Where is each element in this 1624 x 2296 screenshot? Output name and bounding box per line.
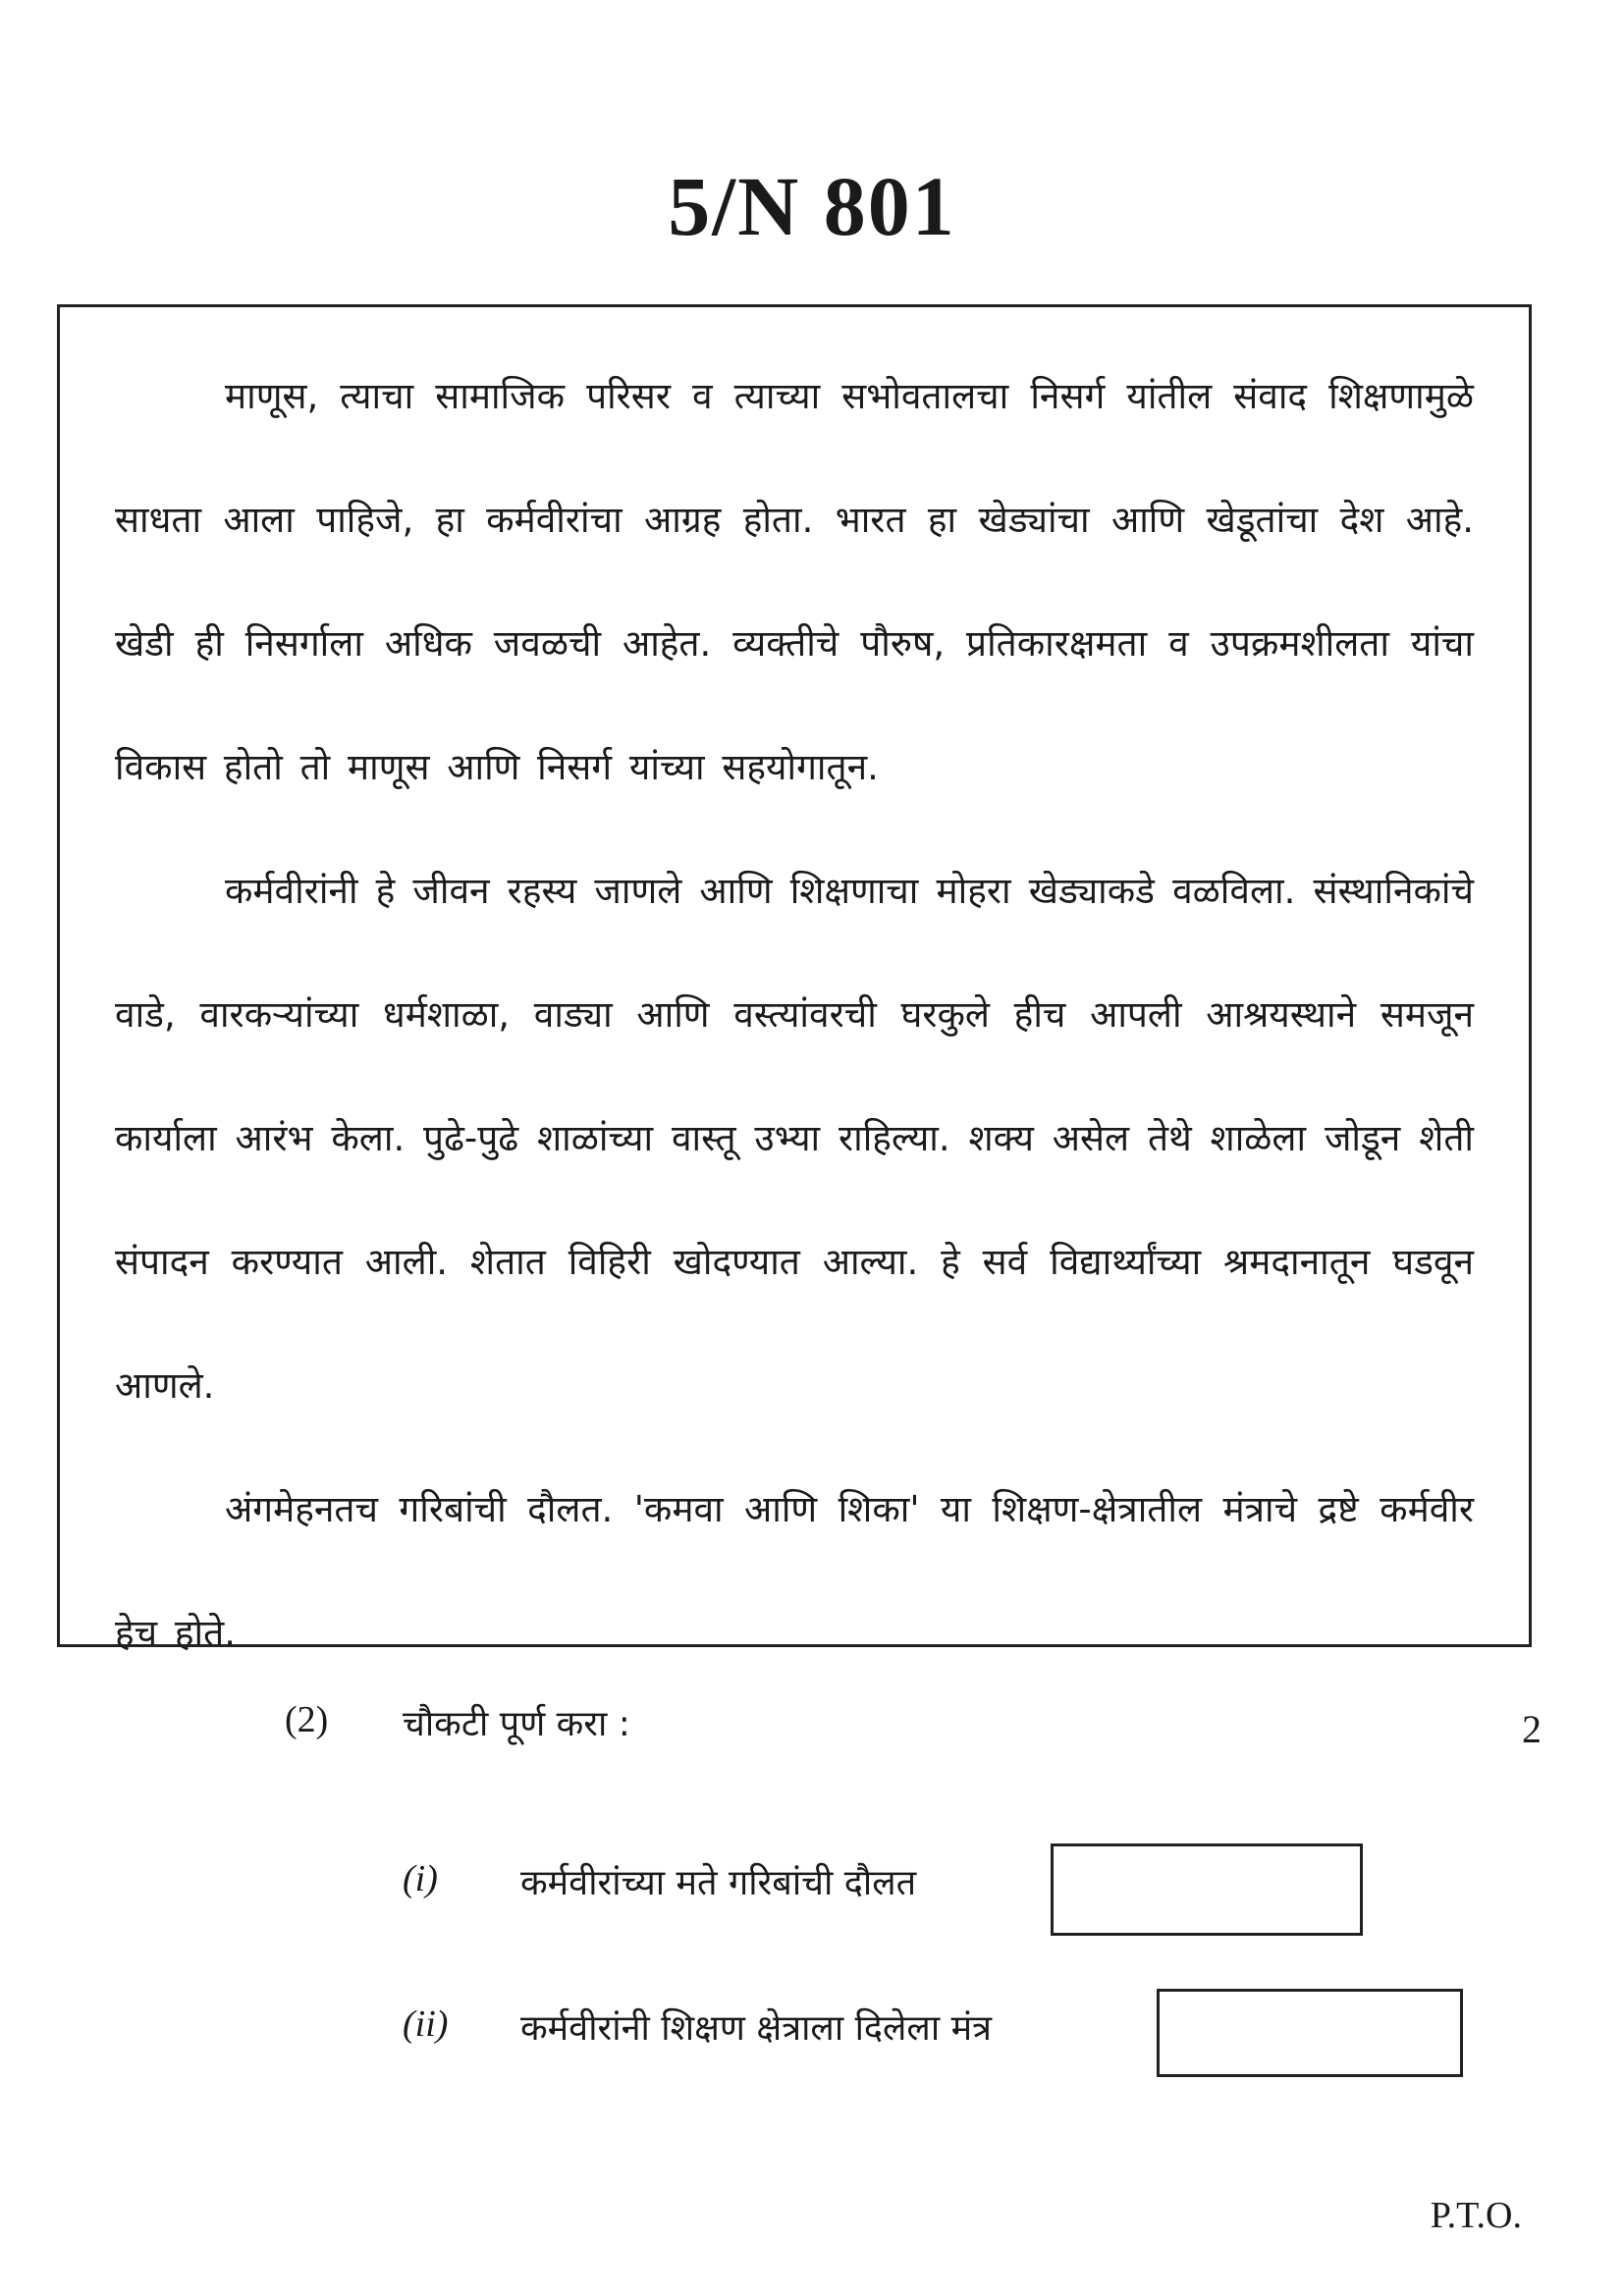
- sub-question-text: कर्मवीरांच्या मते गरिबांची दौलत: [520, 1863, 917, 1903]
- pto-label: P.T.O.: [1430, 2195, 1522, 2236]
- passage-paragraph-2: कर्मवीरांनी हे जीवन रहस्य जाणले आणि शिक्षणाचा मोहरा खेड्याकडे वळविला. संस्थानिकांचे वाडे, वारकऱ्यांच्या धर्मशाळा, वाड्या आणि वस्त्यांवरची घरकुले हीच आपली आश्रयस्थाने समजून कार्याला आरंभ केला. पुढे-पुढे शाळांच्या वास्तू उभ्या राहिल्या. शक्य असेल तेथे शाळेला जोडून शेती संपादन करण्यात आली. शेतात विहिरी खोदण्यात आल्या. हे सर्व विद्यार्थ्यांच्या श्रमदानातून घडवून आणले.: [115, 870, 1474, 1407]
- passage-paragraph-3: अंगमेहनतच गरिबांची दौलत. 'कमवा आणि शिका' या शिक्षण-क्षेत्रातील मंत्राचे द्रष्टे कर्मवीर हेच होते.: [115, 1488, 1474, 1654]
- answer-box-1[interactable]: [1051, 1843, 1363, 1936]
- sub-question-text: कर्मवीरांनी शिक्षण क्षेत्राला दिलेला मंत्र: [520, 2008, 993, 2049]
- passage-paragraph-1: माणूस, त्याचा सामाजिक परिसर व त्याच्या सभोवतालचा निसर्ग यांतील संवाद शिक्षणामुळे साधता आला पाहिजे, हा कर्मवीरांचा आग्रह होता. भारत हा खेड्यांचा आणि खेडूतांचा देश आहे. खेडी ही निसर्गाला अधिक जवळची आहेत. व्यक्तीचे पौरुष, प्रतिकारक्षमता व उपक्रमशीलता यांचा विकास होतो तो माणूस आणि निसर्ग यांच्या सहयोगातून.: [115, 375, 1474, 788]
- page-code: 5/N 801: [668, 159, 956, 253]
- sub-question-label: (ii): [403, 2003, 449, 2045]
- passage-box: [57, 304, 1532, 1654]
- question-row: [285, 1698, 1542, 1757]
- question-text: चौकटी पूर्ण करा :: [403, 1704, 630, 1744]
- sub-question-label: (i): [403, 1858, 438, 1899]
- question-number: (2): [285, 1699, 329, 1740]
- question-marks: 2: [1522, 1707, 1542, 1751]
- answer-box-2[interactable]: [1157, 1989, 1463, 2077]
